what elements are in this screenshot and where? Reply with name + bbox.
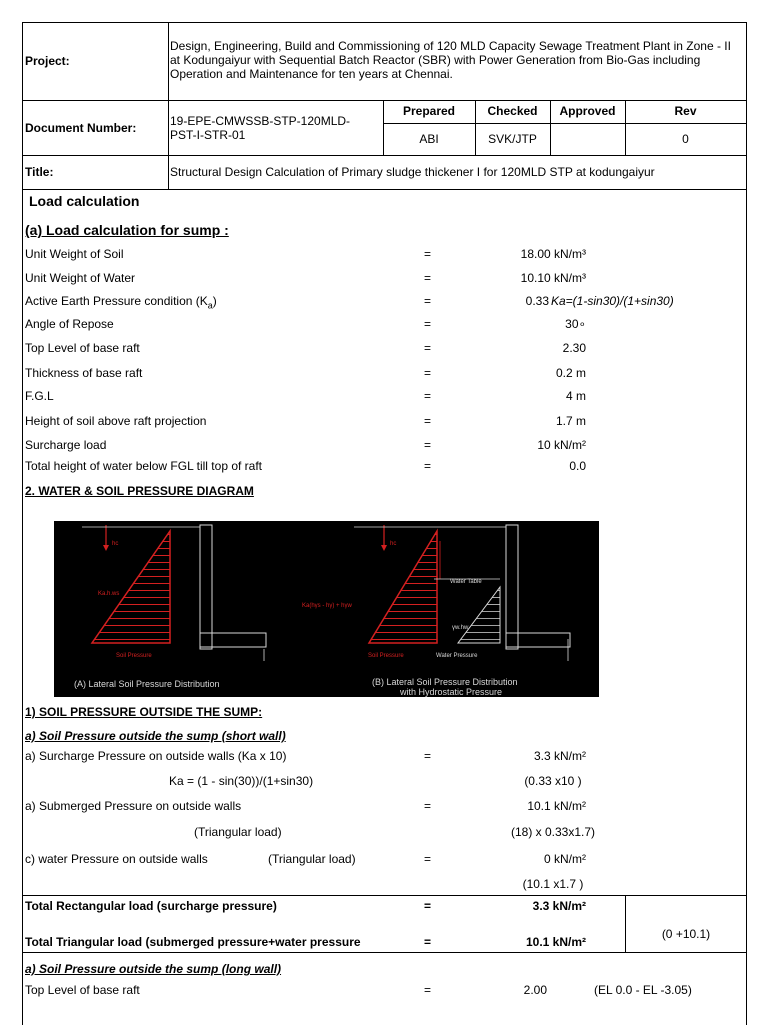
load-row-value: 0.0 — [569, 459, 586, 473]
equals-sign: = — [424, 294, 432, 308]
document-number-line2: PST-I-STR-01 — [170, 128, 246, 142]
diagram-a-caption: (A) Lateral Soil Pressure Distribution — [74, 679, 220, 689]
submerged-pressure-label: a) Submerged Pressure on outside walls — [25, 799, 242, 813]
soil-pressure-heading: 1) SOIL PRESSURE OUTSIDE THE SUMP: — [25, 705, 263, 719]
top-level-value: 2.00 — [523, 983, 547, 997]
soil-pressure-label: Soil Pressure — [368, 653, 404, 659]
document-number-label: Document Number: — [25, 121, 137, 135]
pressure-diagram-heading: 2. WATER & SOIL PRESSURE DIAGRAM — [25, 484, 254, 498]
load-row-label — [25, 341, 140, 355]
load-calculation-heading: Load calculation — [29, 193, 140, 209]
equals-sign: = — [424, 271, 432, 285]
totals-divider — [23, 895, 746, 896]
top-level-note: (EL 0.0 - EL -3.05) — [594, 983, 692, 997]
water-pressure-label: Water Pressure — [436, 653, 478, 659]
calculation-sheet — [22, 22, 747, 1025]
load-row-label — [25, 247, 124, 261]
pressure-symbol: Ka.h.ws — [98, 591, 120, 597]
totals-divider — [625, 895, 626, 952]
equals-sign: = — [424, 983, 432, 997]
load-row-value: 0.33 — [525, 294, 549, 308]
total-rectangular-label: Total Rectangular load (surcharge pressure) — [25, 899, 277, 913]
diagram-b-caption-line2: with Hydrostatic Pressure — [400, 687, 503, 697]
approved-header: Approved — [559, 104, 616, 118]
pressure-symbol: Ka(hγs - hγ) + hγw — [302, 603, 352, 609]
load-row-value: 2.30 — [562, 341, 586, 355]
surcharge-calc: (0.33 x10 ) — [524, 774, 582, 788]
load-row-label — [25, 459, 262, 473]
water-pressure-arrows — [461, 591, 500, 640]
water-pressure-symbol: γw.hw — [452, 625, 469, 631]
diagram-a — [74, 525, 266, 689]
project-text: Design, Engineering, Build and Commissioning of 120 MLD Capacity Sewage Treatment Plant in Zone - II at Kodungaiyur with Sequential Batch Reactor (SBR) with Power Generation from Bio-Gas including Operation and Maintenance for ten years at Chennai. — [170, 39, 731, 81]
load-row-label — [25, 438, 106, 452]
rev-header: Rev — [674, 104, 697, 118]
equals-sign: = — [424, 389, 432, 403]
load-row-label-text: Active Earth Pressure condition (K — [25, 294, 208, 308]
equals-sign: = — [424, 459, 432, 473]
load-row-value: 4 m — [565, 389, 586, 403]
pressure-diagram — [54, 521, 599, 697]
load-row-label — [25, 366, 142, 380]
load-row-value: 10.10 kN/m³ — [520, 271, 586, 285]
title-label: Title: — [25, 165, 54, 179]
equals-sign: = — [424, 749, 432, 763]
checked-header: Checked — [487, 104, 538, 118]
load-row-label-text: Unit Weight of Soil — [25, 247, 124, 261]
surcharge-arrowhead — [381, 545, 387, 551]
load-row-note: Ka=(1-sin30)/(1+sin30) — [551, 294, 674, 308]
load-row-label-subscript: a — [207, 300, 213, 311]
surcharge-pressure-value: 3.3 kN/m² — [533, 749, 586, 763]
equals-sign: = — [424, 935, 432, 949]
checked-value: SVK/JTP — [488, 132, 537, 146]
submerged-pressure-value: 10.1 kN/m² — [527, 799, 586, 813]
raft — [506, 633, 570, 647]
prepared-value: ABI — [419, 132, 439, 146]
total-rectangular-value: 3.3 kN/m² — [532, 899, 586, 913]
water-pressure-value: 0 kN/m² — [544, 852, 586, 866]
equals-sign: = — [424, 438, 432, 452]
surcharge-symbol: hc — [390, 541, 397, 547]
diagram-b-caption-line1: (B) Lateral Soil Pressure Distribution — [372, 677, 518, 687]
surcharge-symbol: hc — [112, 541, 119, 547]
total-triangular-label: Total Triangular load (submerged pressure+water pressure — [25, 935, 361, 949]
soil-pressure-triangle — [92, 531, 170, 643]
short-wall-heading: a) Soil Pressure outside the sump (short wall) — [25, 729, 286, 743]
load-row-value: 10 kN/m² — [537, 438, 586, 452]
raft — [200, 633, 266, 647]
surcharge-pressure-label: a) Surcharge Pressure on outside walls (Ka x 10) — [25, 749, 287, 763]
top-level-label: Top Level of base raft — [25, 983, 140, 997]
equals-sign: = — [424, 341, 432, 355]
title-text: Structural Design Calculation of Primary sludge thickener I for 120MLD STP at kodungaiyur — [170, 165, 655, 179]
triangular-load-note: (Triangular load) — [194, 825, 282, 839]
equals-sign: = — [424, 317, 432, 331]
equals-sign: = — [424, 899, 432, 913]
long-wall-heading: a) Soil Pressure outside the sump (long wall) — [25, 962, 282, 976]
load-row-label-text: Angle of Repose — [25, 317, 114, 331]
load-calculation-subheading: (a) Load calculation for sump : — [25, 222, 229, 238]
header-divider — [23, 100, 746, 101]
diagram-b — [302, 525, 570, 697]
submerged-calc: (18) x 0.33x1.7) — [510, 825, 596, 839]
totals-divider — [23, 952, 746, 953]
wall — [200, 525, 212, 649]
load-row-label-text: Height of soil above raft projection — [25, 414, 207, 428]
load-row-value: 0.2 m — [555, 366, 586, 380]
equals-sign: = — [424, 799, 432, 813]
ka-formula: Ka = (1 - sin(30))/(1+sin30) — [169, 774, 314, 788]
equals-sign: = — [424, 247, 432, 261]
water-pressure-triangle — [458, 587, 500, 643]
load-row-label — [25, 414, 206, 428]
soil-pressure-label: Soil Pressure — [116, 653, 152, 659]
water-pressure-label: c) water Pressure on outside walls — [25, 852, 208, 866]
header-divider — [383, 123, 746, 124]
load-row-label — [25, 389, 54, 403]
wall — [506, 525, 518, 649]
equals-sign: = — [424, 366, 432, 380]
total-triangular-note: (0 +10.1) — [661, 927, 711, 941]
load-row-value: 18.00 kN/m³ — [520, 247, 586, 261]
load-row-label-text: F.G.L — [25, 389, 54, 403]
load-row-label-text: Thickness of base raft — [25, 366, 143, 380]
surcharge-arrowhead — [103, 545, 109, 551]
load-row-label — [25, 317, 114, 331]
load-row-label — [25, 271, 135, 285]
soil-pressure-triangle — [369, 531, 437, 643]
total-triangular-value: 10.1 kN/m² — [525, 935, 586, 949]
load-row-label-text: Top Level of base raft — [25, 341, 140, 355]
project-label: Project: — [25, 54, 70, 68]
load-row-label-text: Surcharge load — [25, 438, 107, 452]
document-number-line1: 19-EPE-CMWSSB-STP-120MLD- — [170, 114, 351, 128]
equals-sign: = — [424, 414, 432, 428]
rev-value: 0 — [682, 132, 689, 146]
equals-sign: = — [424, 852, 432, 866]
header-divider — [23, 155, 746, 156]
header-divider — [168, 23, 169, 189]
load-row-value: 1.7 m — [555, 414, 586, 428]
water-table-label: Water Table — [450, 579, 482, 585]
load-row-label — [25, 294, 217, 310]
load-row-label-text: Total height of water below FGL till top of raft — [25, 459, 263, 473]
water-calc: (10.1 x1.7 ) — [522, 877, 584, 891]
prepared-header: Prepared — [402, 104, 456, 118]
header-divider — [23, 189, 746, 190]
load-row-label-text: Unit Weight of Water — [25, 271, 136, 285]
load-row-label-end: ) — [212, 294, 217, 308]
load-row-value: 30∘ — [565, 317, 586, 331]
water-triangular-note: (Triangular load) — [268, 852, 356, 866]
